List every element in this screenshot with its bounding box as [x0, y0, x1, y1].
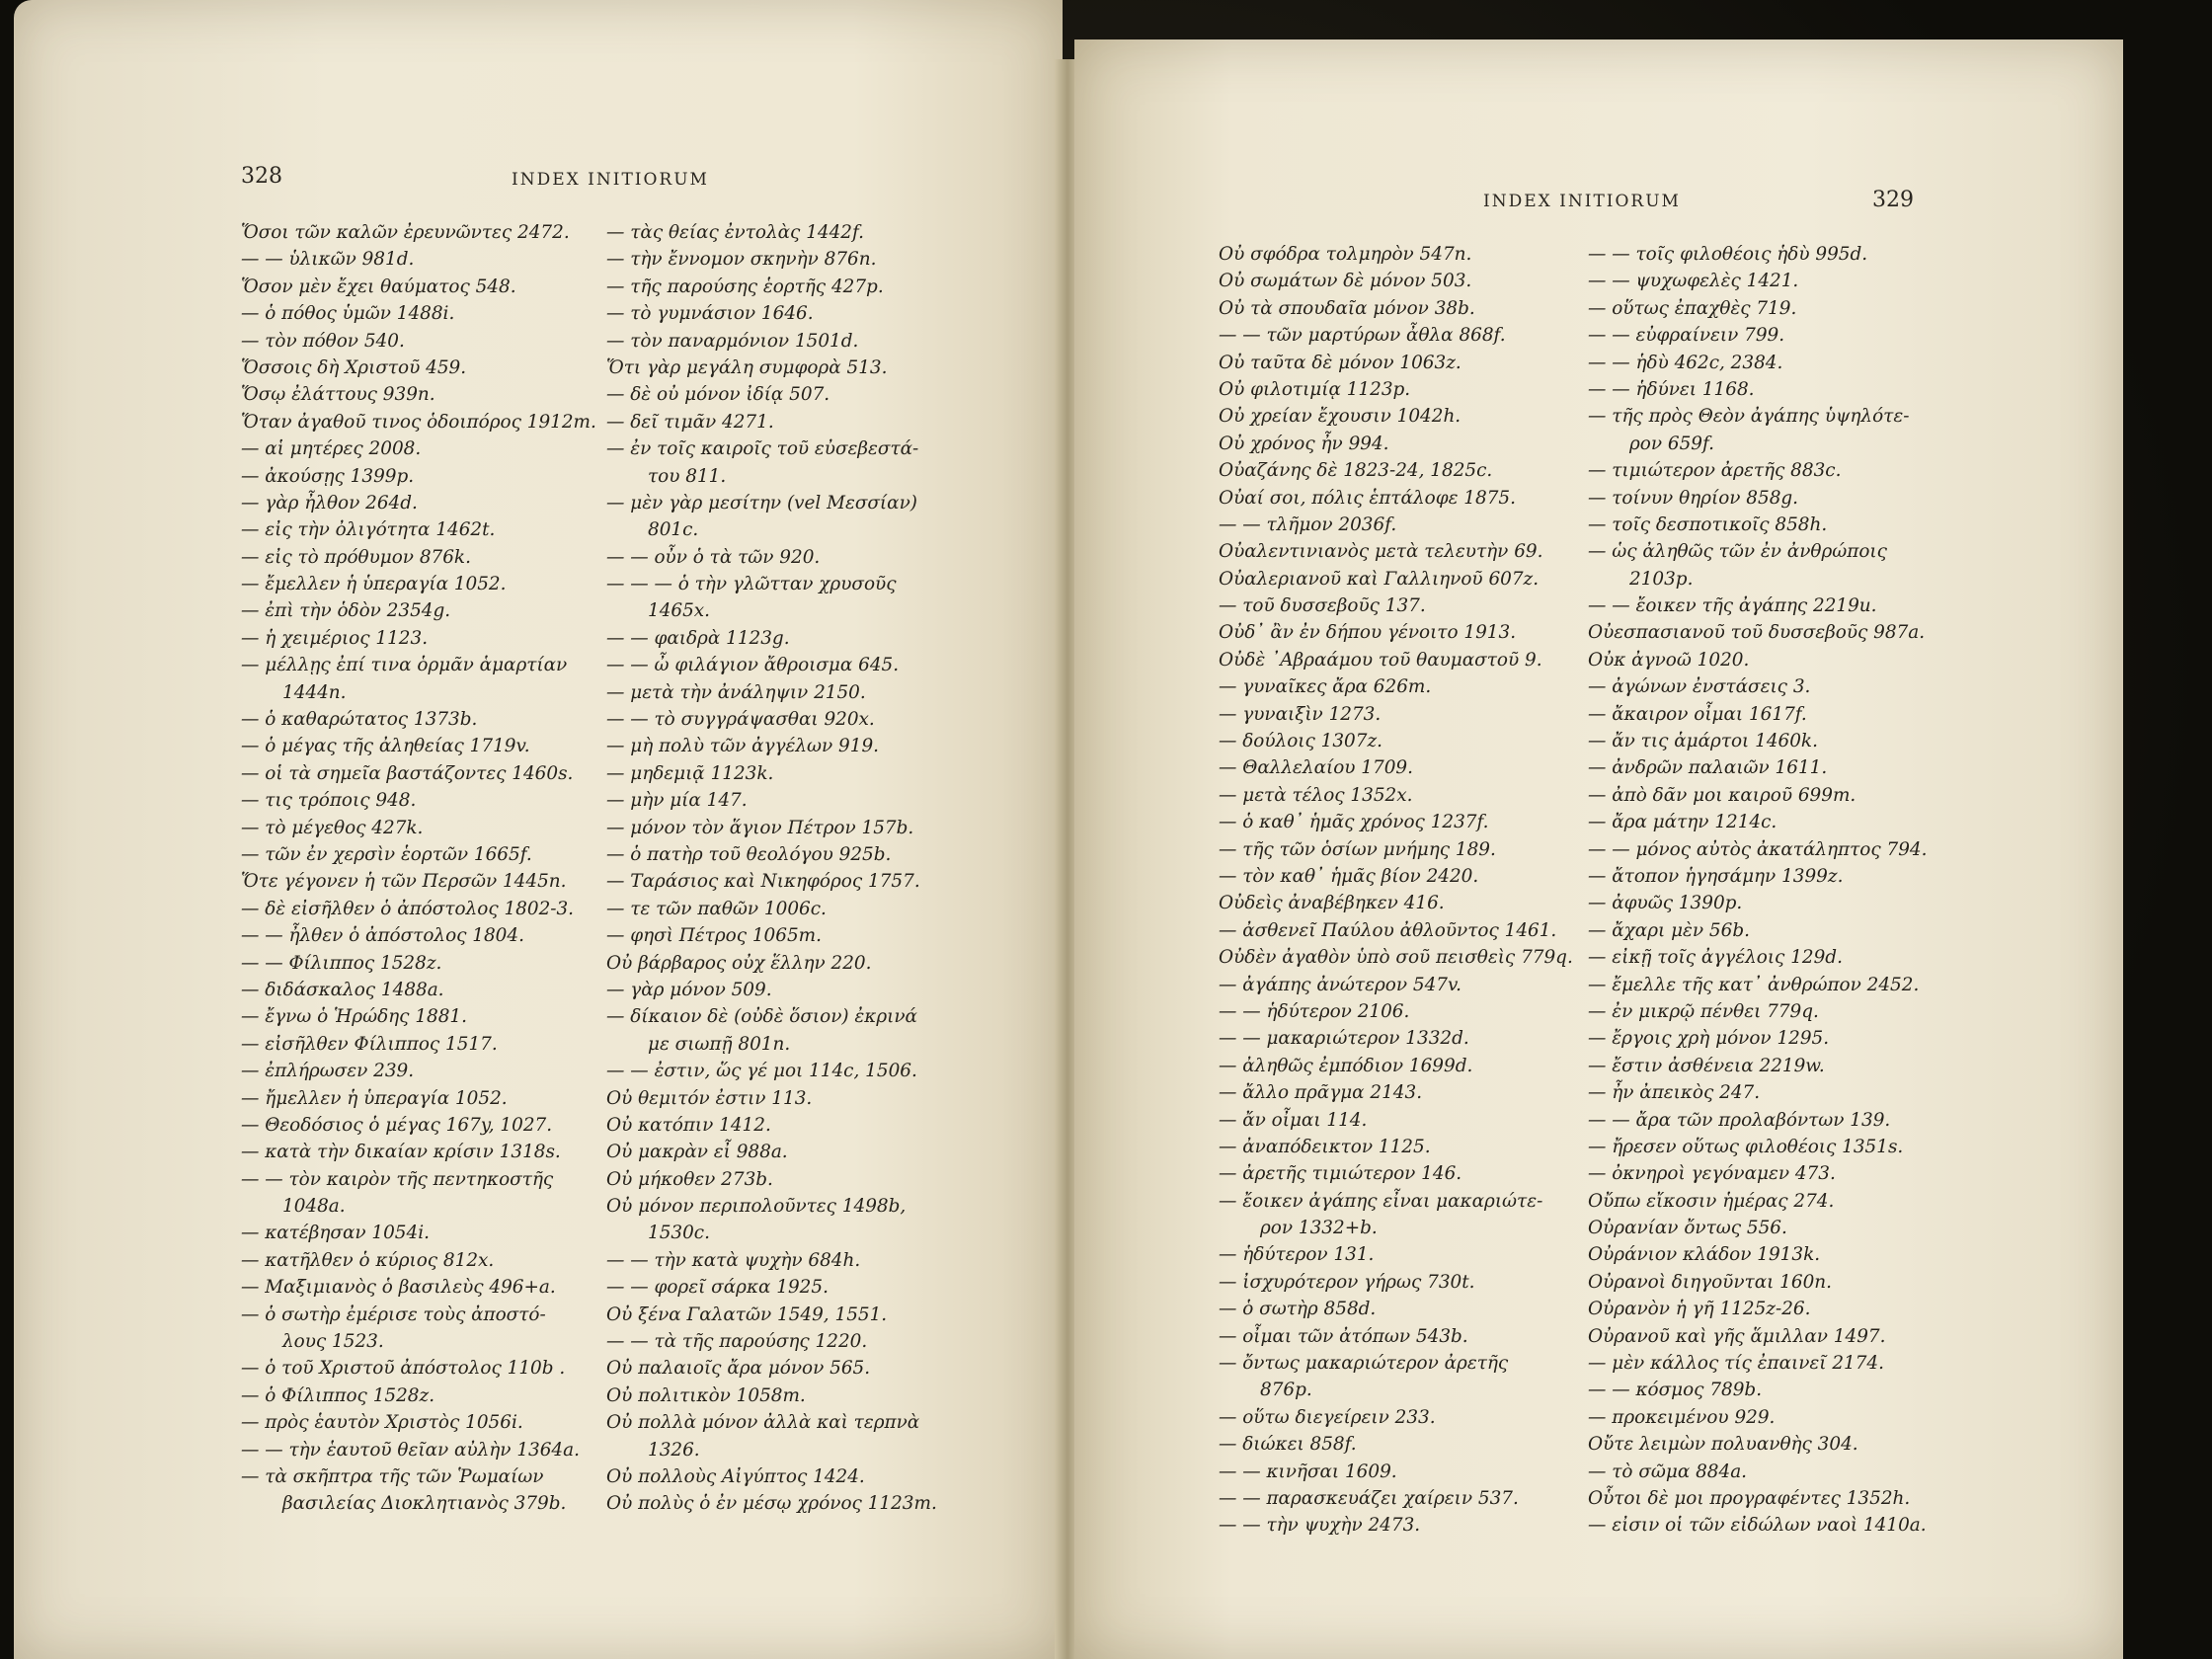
index-entry: Οὐρανίαν ὄντως 556.	[1588, 1218, 1787, 1239]
index-entry: — — τὴν ἑαυτοῦ θεῖαν αὐλὴν 1364a.	[241, 1439, 580, 1461]
index-entry: — ὁ καθ᾽ ἡμᾶς χρόνος 1237f.	[1219, 812, 1489, 833]
index-entry: — εἰς τὴν ὀλιγότητα 1462t.	[241, 519, 496, 541]
index-entry: Οὐ χρείαν ἔχουσιν 1042h.	[1219, 406, 1462, 428]
index-entry: 2103p.	[1629, 568, 1694, 590]
index-entry: — γὰρ μόνον 509.	[606, 979, 772, 1000]
index-entry: — ἔμελλε τῆς κατ᾽ ἀνθρώπον 2452.	[1588, 974, 1920, 995]
index-entry: — ἄρα μάτην 1214c.	[1588, 812, 1778, 833]
index-entry: ρον 1332+b.	[1260, 1218, 1378, 1239]
index-column-right-2	[1588, 241, 1927, 1540]
index-entry: Οὗτοι δὲ μοι προγραφέντες 1352h.	[1588, 1487, 1911, 1509]
index-entry: — ἀσθενεῖ Παύλου ἀθλοῦντος 1461.	[1219, 919, 1557, 941]
index-entry: — ὁ τοῦ Χριστοῦ ἀπόστολος 110b .	[241, 1358, 566, 1380]
index-entry: — μὲν γὰρ μεσίτην (vel Μεσσίαν)	[606, 492, 917, 514]
index-entry: — οἱ τὰ σημεῖα βαστάζοντες 1460s.	[241, 762, 574, 784]
index-entry: — — μόνος αὐτὸς ἀκατάληπτος 794.	[1588, 838, 1928, 860]
index-entry: — τὸν πόθον 540.	[241, 330, 405, 352]
index-entry: Ὅταν ἀγαθοῦ τινος ὁδοιπόρος 1912m.	[241, 411, 596, 433]
index-entry: Ὅσῳ ἐλάττους 939n.	[241, 384, 435, 406]
index-entry: — — ἔοικεν τῆς ἀγάπης 2219u.	[1588, 595, 1877, 617]
index-entry: — — φαιδρὰ 1123g.	[606, 627, 790, 649]
index-entry: — οἶμαι τῶν ἀτόπων 543b.	[1219, 1325, 1468, 1347]
page-number: 329	[1872, 188, 1914, 212]
index-entry: — τῆς πρὸς Θεὸν ἀγάπης ὑψηλότε-	[1588, 406, 1910, 428]
index-entry: — τὸ σῶμα 884a.	[1588, 1461, 1748, 1482]
index-entry: — τὰ σκῆπτρα τῆς τῶν Ῥωμαίων	[241, 1465, 544, 1487]
index-entry: — ἀληθῶς ἐμπόδιον 1699d.	[1219, 1055, 1473, 1076]
index-entry: — — εὐφραίνειν 799.	[1588, 325, 1785, 347]
index-entry: — — τὴν κατὰ ψυχὴν 684h.	[606, 1249, 861, 1271]
page-number: 328	[241, 164, 282, 189]
index-entry: Οὐαζάνης δὲ 1823-24, 1825c.	[1219, 460, 1493, 482]
index-entry: — ἦν ἀπεικὸς 247.	[1588, 1082, 1761, 1104]
index-entry: — οὕτως ἐπαχθὲς 719.	[1588, 297, 1797, 319]
index-entry: — — οὖν ὁ τὰ τῶν 920.	[606, 546, 821, 568]
index-entry: — ὀκνηροὶ γεγόναμεν 473.	[1588, 1163, 1836, 1185]
index-entry: — — ἡδύνει 1168.	[1588, 378, 1755, 400]
index-entry: — — Φίλιππος 1528z.	[241, 952, 442, 974]
index-entry: — ἔργοις χρὴ μόνον 1295.	[1588, 1028, 1830, 1050]
index-entry: — τὸ μέγεθος 427k.	[241, 817, 424, 838]
index-entry: — ὡς ἀληθῶς τῶν ἐν ἀνθρώποις	[1588, 541, 1887, 563]
index-entry: — δὲ οὐ μόνον ἰδίᾳ 507.	[606, 384, 830, 406]
index-entry: — — ἦλθεν ὁ ἀπόστολος 1804.	[241, 925, 524, 947]
index-entry: Ὅσσοις δὴ Χριστοῦ 459.	[241, 356, 467, 378]
index-entry: Οὐδεὶς ἀναβέβηκεν 416.	[1219, 893, 1445, 914]
index-entry: Οὐ πολὺς ὁ ἐν μέσῳ χρόνος 1123m.	[606, 1493, 937, 1515]
index-entry: Οὐ χρόνος ἦν 994.	[1219, 433, 1389, 454]
index-entry: — ἀνδρῶν παλαιῶν 1611.	[1588, 757, 1828, 779]
index-entry: — ἄχαρι μὲν 56b.	[1588, 919, 1750, 941]
index-entry: — ὁ σωτὴρ ἐμέρισε τοὺς ἀποστό-	[241, 1304, 546, 1325]
index-entry: — τις τρόποις 948.	[241, 790, 417, 812]
index-entry: — τοίνυν θηρίον 858g.	[1588, 487, 1799, 509]
index-entry: — ἄλλο πρᾶγμα 2143.	[1219, 1082, 1423, 1104]
index-entry: Οὐ θεμιτόν ἐστιν 113.	[606, 1087, 813, 1109]
index-entry: — κατὰ τὴν δικαίαν κρίσιν 1318s.	[241, 1142, 561, 1163]
index-entry: — τῶν ἐν χερσὶν ἑορτῶν 1665f.	[241, 843, 532, 865]
index-entry: — γυναιξὶν 1273.	[1219, 703, 1382, 725]
index-entry: — μετὰ τέλος 1352x.	[1219, 784, 1413, 806]
index-entry: Οὐκ ἀγνοῶ 1020.	[1588, 649, 1750, 671]
index-entry: — — κινῆσαι 1609.	[1219, 1461, 1397, 1482]
index-entry: — ὁ μέγας τῆς ἀληθείας 1719v.	[241, 736, 530, 757]
index-entry: Ὅτε γέγονεν ἡ τῶν Περσῶν 1445n.	[241, 871, 567, 893]
index-entry: — πρὸς ἑαυτὸν Χριστὸς 1056i.	[241, 1412, 523, 1434]
index-entry: — μηδεμιᾷ 1123k.	[606, 762, 774, 784]
index-entry: Ὅτι γὰρ μεγάλη συμφορὰ 513.	[606, 356, 888, 378]
index-entry: — δούλοις 1307z.	[1219, 731, 1382, 752]
index-entry: — ἡ χειμέριος 1123.	[241, 627, 429, 649]
index-entry: — — τοῖς φιλοθέοις ἡδὺ 995d.	[1588, 244, 1868, 265]
index-entry: — ἀγάπης ἀνώτερον 547v.	[1219, 974, 1462, 995]
index-entry: — — φορεῖ σάρκα 1925.	[606, 1277, 829, 1299]
index-entry: — οὕτω διεγείρειν 233.	[1219, 1406, 1436, 1428]
index-entry: — ἀφυῶς 1390p.	[1588, 893, 1743, 914]
index-entry: — τιμιώτερον ἀρετῆς 883c.	[1588, 460, 1842, 482]
index-entry: — ὁ Φίλιππος 1528z.	[241, 1384, 435, 1406]
index-entry: — διώκει 858f.	[1219, 1434, 1357, 1456]
index-entry: — τε τῶν παθῶν 1006c.	[606, 898, 827, 919]
index-entry: — δεῖ τιμᾶν 4271.	[606, 411, 774, 433]
index-entry: — — ψυχωφελὲς 1421.	[1588, 271, 1799, 292]
index-entry: Οὐ μήκοθεν 273b.	[606, 1168, 773, 1190]
index-entry: — ἐπλήρωσεν 239.	[241, 1061, 415, 1082]
index-entry: — — ἐστιν, ὥς γέ μοι 114c, 1506.	[606, 1061, 917, 1082]
index-entry: — — τὴν ψυχὴν 2473.	[1219, 1515, 1421, 1537]
index-entry: Ὅσον μὲν ἔχει θαύματος 548.	[241, 276, 516, 297]
index-entry: Οὐαλεριανοῦ καὶ Γαλλιηνοῦ 607z.	[1219, 568, 1540, 590]
index-entry: — ἀκούσῃς 1399p.	[241, 465, 415, 487]
index-entry: — αἱ μητέρες 2008.	[241, 438, 422, 460]
index-entry: — — κόσμος 789b.	[1588, 1380, 1763, 1401]
index-entry: — ἄν οἶμαι 114.	[1219, 1109, 1368, 1131]
index-entry: 876p.	[1260, 1380, 1312, 1401]
index-column-right-1	[1219, 241, 1573, 1540]
index-entry: Οὐδ᾽ ἂν ἐν δήπου γένοιτο 1913.	[1219, 622, 1517, 644]
index-entry: — — τῶν μαρτύρων ἆθλα 868f.	[1219, 325, 1506, 347]
index-entry: — γυναῖκες ἄρα 626m.	[1219, 676, 1432, 698]
index-entry: — Μαξιμιανὸς ὁ βασιλεὺς 496+a.	[241, 1277, 556, 1299]
index-entry: — τοῦ δυσσεβοῦς 137.	[1219, 595, 1426, 617]
index-entry: — ἤμελλεν ἡ ὑπεραγία 1052.	[241, 1087, 508, 1109]
index-entry: — τὴν ἔννομον σκηνὴν 876n.	[606, 249, 877, 271]
index-entry: — ὄντως μακαριώτερον ἀρετῆς	[1219, 1353, 1509, 1375]
index-entry: — μὲν κάλλος τίς ἐπαινεῖ 2174.	[1588, 1353, 1884, 1375]
index-entry: — ἔμελλεν ἡ ὑπεραγία 1052.	[241, 574, 507, 595]
index-entry: — ἄν τις ἁμάρτοι 1460k.	[1588, 731, 1818, 752]
index-entry: — φησὶ Πέτρος 1065m.	[606, 925, 822, 947]
index-entry: — εἰς τὸ πρόθυμον 876k.	[241, 546, 471, 568]
index-entry: — ἀγώνων ἐνστάσεις 3.	[1588, 676, 1811, 698]
index-entry: — ἀρετῆς τιμιώτερον 146.	[1219, 1163, 1462, 1185]
index-entry: — τῆς τῶν ὁσίων μνήμης 189.	[1219, 838, 1496, 860]
index-entry: — — τὰ τῆς παρούσης 1220.	[606, 1331, 868, 1353]
index-entry: Οὐ τὰ σπουδαῖα μόνον 38b.	[1219, 297, 1475, 319]
index-entry: Οὐ σφόδρα τολμηρὸν 547n.	[1219, 244, 1472, 265]
index-entry: Οὐ ξένα Γαλατῶν 1549, 1551.	[606, 1304, 888, 1325]
index-entry: — ἡδύτερον 131.	[1219, 1244, 1375, 1266]
index-entry: — — ὑλικῶν 981d.	[241, 249, 415, 271]
index-entry: 801c.	[648, 519, 699, 541]
index-entry: — ὁ πατὴρ τοῦ θεολόγου 925b.	[606, 843, 892, 865]
index-entry: — — τὸν καιρὸν τῆς πεντηκοστῆς	[241, 1168, 554, 1190]
index-entry: 1444n.	[282, 681, 347, 703]
index-entry: — μέλλῃς ἐπί τινα ὁρμᾶν ἁμαρτίαν	[241, 655, 568, 676]
index-entry: του 811.	[648, 465, 727, 487]
index-entry: βασιλείας Διοκλητιανὸς 379b.	[282, 1493, 567, 1515]
index-entry: — κατῆλθεν ὁ κύριος 812x.	[241, 1249, 495, 1271]
index-entry: — τῆς παρούσης ἑορτῆς 427p.	[606, 276, 884, 297]
index-entry: Οὐδὲ ᾿Αβραάμου τοῦ θαυμαστοῦ 9.	[1219, 649, 1542, 671]
index-entry: — ἀναπόδεικτον 1125.	[1219, 1136, 1431, 1157]
running-head: INDEX INITIORUM	[512, 170, 709, 190]
index-entry: Οὐ παλαιοῖς ἄρα μόνον 565.	[606, 1358, 871, 1380]
index-entry: ρον 659f.	[1629, 433, 1715, 454]
index-entry: — ἀπὸ δᾶν μοι καιροῦ 699m.	[1588, 784, 1856, 806]
index-entry: με σιωπῇ 801n.	[648, 1033, 791, 1055]
index-entry: — ἐπὶ τὴν ὁδὸν 2354g.	[241, 600, 451, 622]
index-entry: Οὐαλεντινιανὸς μετὰ τελευτὴν 69.	[1219, 541, 1543, 563]
index-entry: — — ὦ φιλάγιον ἄθροισμα 645.	[606, 655, 900, 676]
index-entry: — εἰσιν οἱ τῶν εἰδώλων ναοὶ 1410a.	[1588, 1515, 1927, 1537]
right-page	[1074, 40, 2123, 1659]
index-entry: — ὁ σωτὴρ 858d.	[1219, 1299, 1377, 1320]
index-entry: λους 1523.	[282, 1331, 384, 1353]
index-entry: Οὐαί σοι, πόλις ἑπτάλοφε 1875.	[1219, 487, 1516, 509]
index-entry: Οὐρανοῦ καὶ γῆς ἅμιλλαν 1497.	[1588, 1325, 1886, 1347]
index-entry: 1530c.	[648, 1223, 710, 1244]
index-entry: Οὔπω εἴκοσιν ἡμέρας 274.	[1588, 1190, 1835, 1212]
index-entry: — κατέβησαν 1054i.	[241, 1223, 430, 1244]
index-entry: — — τὸ συγγράψασθαι 920x.	[606, 709, 875, 731]
index-entry: — Θεοδόσιος ὁ μέγας 167y, 1027.	[241, 1114, 553, 1136]
index-entry: — ἔοικεν ἀγάπης εἶναι μακαριώτε-	[1219, 1190, 1543, 1212]
index-entry: — — ἄρα τῶν προλαβόντων 139.	[1588, 1109, 1891, 1131]
index-entry: — ὁ καθαρώτατος 1373b.	[241, 709, 478, 731]
index-entry: 1465x.	[648, 600, 711, 622]
index-entry: — τοῖς δεσποτικοῖς 858h.	[1588, 514, 1828, 535]
index-entry: Οὐράνιον κλάδον 1913k.	[1588, 1244, 1821, 1266]
index-entry: — — — ὁ τὴν γλῶτταν χρυσοῦς	[606, 574, 897, 595]
index-entry: — — μακαριώτερον 1332d.	[1219, 1028, 1469, 1050]
index-entry: — τὸν καθ᾽ ἡμᾶς βίον 2420.	[1219, 865, 1479, 887]
index-entry: 1048a.	[282, 1196, 346, 1218]
index-entry: — μὴ πολὺ τῶν ἀγγέλων 919.	[606, 736, 879, 757]
index-entry: Οὐ πολιτικὸν 1058m.	[606, 1384, 806, 1406]
index-entry: Οὐ πολλὰ μόνον ἀλλὰ καὶ τερπνὰ	[606, 1412, 920, 1434]
index-entry: Οὐεσπασιανοῦ τοῦ δυσσεβοῦς 987a.	[1588, 622, 1926, 644]
index-entry: Οὐδὲν ἀγαθὸν ὑπὸ σοῦ πεισθεὶς 779q.	[1219, 947, 1573, 969]
index-entry: — μετὰ τὴν ἀνάληψιν 2150.	[606, 681, 866, 703]
index-entry: — προκειμένου 929.	[1588, 1406, 1776, 1428]
index-entry: Οὐ κατόπιν 1412.	[606, 1114, 771, 1136]
index-entry: — εἰκῇ τοῖς ἀγγέλοις 129d.	[1588, 947, 1843, 969]
index-entry: Οὐ βάρβαρος οὐχ ἕλλην 220.	[606, 952, 872, 974]
index-entry: — — ἡδύτερον 2106.	[1219, 1000, 1410, 1022]
index-entry: — δὲ εἰσῆλθεν ὁ ἀπόστολος 1802-3.	[241, 898, 575, 919]
index-entry: Οὐρανοὶ διηγοῦνται 160n.	[1588, 1271, 1832, 1293]
index-entry: — τὸ γυμνάσιον 1646.	[606, 303, 814, 325]
index-entry: — διδάσκαλος 1488a.	[241, 979, 444, 1000]
index-entry: — μὴν μία 147.	[606, 790, 748, 812]
index-entry: — μόνον τὸν ἅγιον Πέτρον 157b.	[606, 817, 914, 838]
index-entry: Ὅσοι τῶν καλῶν ἐρευνῶντες 2472.	[241, 222, 570, 243]
index-entry: — γὰρ ἦλθον 264d.	[241, 492, 418, 514]
index-entry: 1326.	[648, 1439, 700, 1461]
index-entry: — ἔστιν ἀσθένεια 2219w.	[1588, 1055, 1825, 1076]
index-entry: — ἔγνω ὁ Ἡρώδης 1881.	[241, 1006, 467, 1028]
index-column-left-1	[241, 219, 596, 1518]
index-entry: — τὸν παναρμόνιον 1501d.	[606, 330, 859, 352]
index-entry: — ἄκαιρον οἶμαι 1617f.	[1588, 703, 1807, 725]
index-entry: Οὔτε λειμὼν πολυανθὴς 304.	[1588, 1434, 1858, 1456]
index-entry: — ἐν τοῖς καιροῖς τοῦ εὐσεβεστά-	[606, 438, 919, 460]
index-entry: — ὁ πόθος ὑμῶν 1488i.	[241, 303, 455, 325]
running-head: INDEX INITIORUM	[1483, 192, 1681, 211]
index-entry: Οὐ φιλοτιμίᾳ 1123p.	[1219, 378, 1411, 400]
index-column-left-2	[606, 219, 937, 1518]
index-entry: — ἰσχυρότερον γήρως 730t.	[1219, 1271, 1475, 1293]
index-entry: — ἤρεσεν οὕτως φιλοθέοις 1351s.	[1588, 1136, 1904, 1157]
index-entry: Οὐ μακρὰν εἶ 988a.	[606, 1142, 788, 1163]
index-entry: Οὐρανὸν ἡ γῆ 1125z-26.	[1588, 1299, 1811, 1320]
index-entry: — ἄτοπον ἡγησάμην 1399z.	[1588, 865, 1844, 887]
index-entry: — ἐν μικρῷ πένθει 779q.	[1588, 1000, 1819, 1022]
index-entry: Οὐ ταῦτα δὲ μόνον 1063z.	[1219, 352, 1462, 373]
index-entry: — εἰσῆλθεν Φίλιππος 1517.	[241, 1033, 498, 1055]
index-entry: — — τλῆμον 2036f.	[1219, 514, 1397, 535]
index-entry: — — παρασκευάζει χαίρειν 537.	[1219, 1487, 1519, 1509]
left-page	[14, 0, 1063, 1659]
index-entry: Οὐ μόνον περιπολοῦντες 1498b,	[606, 1196, 907, 1218]
index-entry: — δίκαιον δὲ (οὐδὲ ὅσιον) ἐκρινά	[606, 1006, 917, 1028]
index-entry: — Θαλλελαίου 1709.	[1219, 757, 1413, 779]
index-entry: — — ἡδὺ 462c, 2384.	[1588, 352, 1783, 373]
index-entry: Οὐ πολλοὺς Αἰγύπτος 1424.	[606, 1465, 865, 1487]
index-entry: — Ταράσιος καὶ Νικηφόρος 1757.	[606, 871, 920, 893]
index-entry: — τὰς θείας ἐντολὰς 1442f.	[606, 222, 865, 243]
index-entry: Οὐ σωμάτων δὲ μόνον 503.	[1219, 271, 1472, 292]
